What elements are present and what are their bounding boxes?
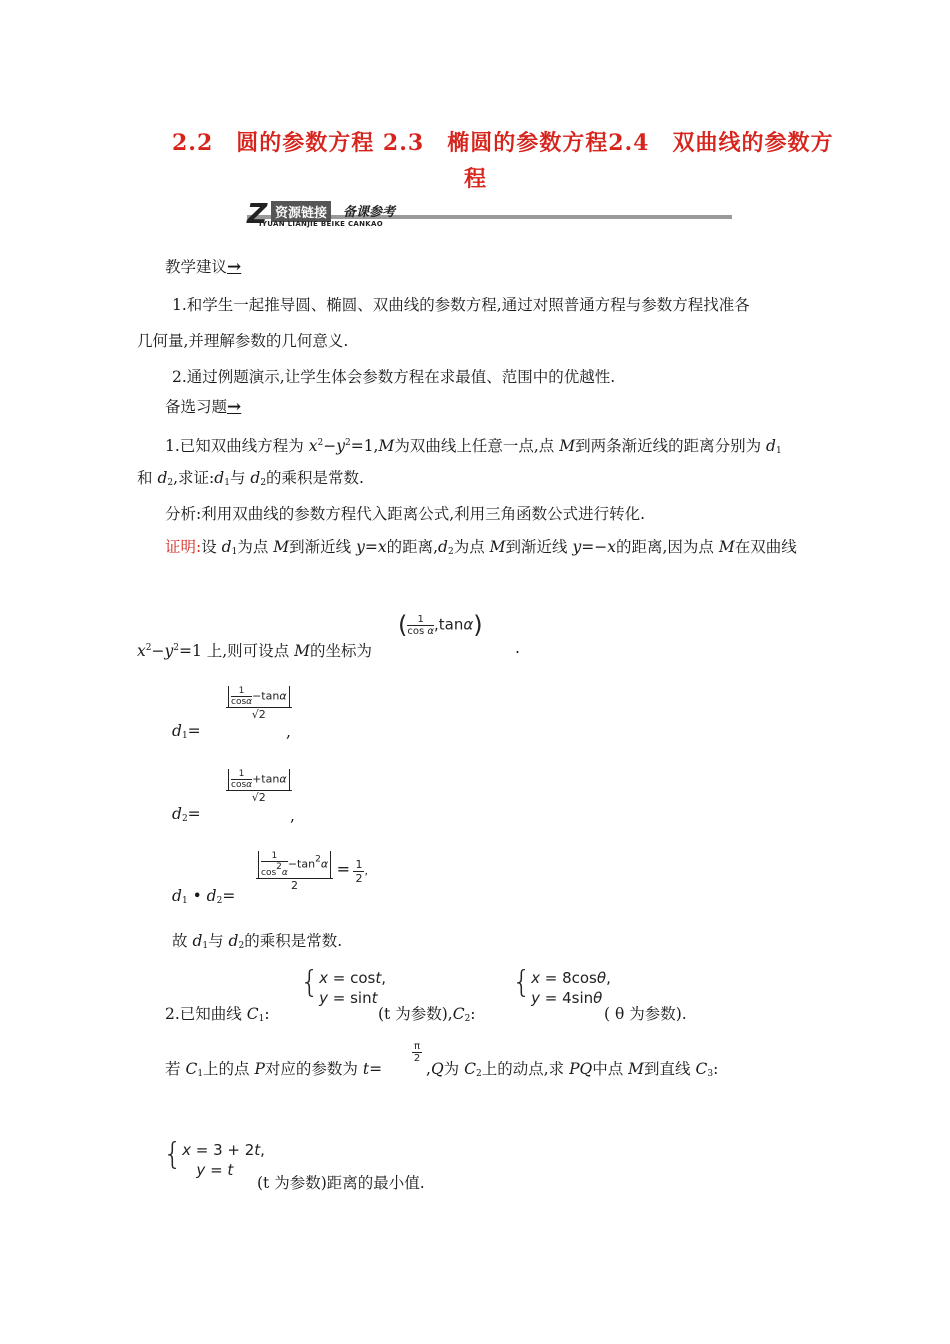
resource-banner — [247, 197, 732, 229]
arrow-icon: → — [227, 397, 242, 417]
exercise-1-line-2: 和 $d_2$,求证$:d_1$与 $d_2$的乘积是常数. — [137, 469, 364, 488]
exercise-1-parametrize: $x^2-y^2=1$ 上,则可设点 M的坐标为 — [137, 642, 373, 660]
exercise-2-line-2-cont: ,Q为 $C_2$上的动点,求 PQ中点 M到直线 $C_3$: — [426, 1060, 719, 1079]
t-value-pi-over-2: $\frac{\pi}{2}$ — [413, 1041, 421, 1064]
teaching-item-1-cont: 几何量,并理解参数的几何意义. — [137, 332, 349, 350]
d1-label: $d_1=$ — [172, 722, 201, 741]
point-m-coordinates: ( $\frac{1}{\text{cos α}}$ ,tanα) — [398, 611, 483, 639]
exercise-2-c1-param: (t 为参数)$,C_2$: — [378, 1005, 476, 1024]
arrow-icon: → — [227, 257, 242, 277]
teaching-heading — [165, 256, 241, 278]
curve-c2-system: { x = 8cosθ, y = 4sinθ — [512, 965, 611, 1007]
d2-label: $d_2=$ — [172, 805, 201, 824]
line-c3-system: { x = 3 + 2t, y = t — [163, 1137, 265, 1179]
exercise-2-line-3: (t 为参数)距离的最小值. — [257, 1174, 425, 1192]
d1-formula: $\frac{1}{\cos\alpha}$ −tanα √2 — [226, 686, 292, 721]
curve-c1-system: { x = cost, y = sint — [300, 965, 386, 1007]
proof-label: 证明: — [165, 538, 202, 556]
product-formula: $\frac{1}{\cos^2\alpha}$ $-\tan^2\alpha$ 2 = $\frac{1}{2}$ , — [256, 851, 368, 892]
banner-subtitle: IYUAN LIANJIE BEIKE CANKAO — [259, 220, 383, 228]
banner-tag-reference: 备课参考 — [343, 205, 396, 220]
teaching-item-2: 2.通过例题演示,让学生体会参数方程在求最值、范围中的优越性. — [172, 368, 616, 386]
exercise-label: 备选习题 — [165, 398, 228, 416]
teaching-label: 教学建议 — [165, 258, 228, 276]
exercise-1-line-1: 1.已知双曲线方程为 $x^2-y^2=1,M$为双曲线上任意一点,点 M到两条渐近线的距离分别为 $d_1$ — [165, 437, 782, 456]
exercise-2-intro: 2.已知曲线 $C_1$: — [165, 1005, 270, 1024]
exercise-1-analysis: 分析:利用双曲线的参数方程代入距离公式,利用三角函数公式进行转化. — [165, 505, 646, 523]
page-title: 2.2 圆的参数方程 2.3 椭圆的参数方程2.4 双曲线的参数方 — [172, 130, 834, 156]
exercise-1-conclusion: 故 $d_1$与 $d_2$的乘积是常数. — [172, 932, 343, 951]
exercise-2-line-2: 若 $C_1$上的点 P对应的参数为 t= — [165, 1060, 383, 1079]
exercise-1-proof: 证明:设 $d_1$为点 M到渐近线 y=x的距离$,d_2$为点 M到渐近线 y=−x的距离,因为点 M在双曲线 — [165, 538, 797, 557]
page-title-continued: 程 — [464, 166, 488, 192]
teaching-item-1: 1.和学生一起推导圆、椭圆、双曲线的参数方程,通过对照普通方程与参数方程找准各 — [172, 296, 750, 314]
d2-formula: $\frac{1}{\cos\alpha}$ +tanα √2 — [226, 769, 292, 804]
product-label: $d_1$ • $d_2=$ — [172, 887, 236, 906]
banner-z-logo: Z — [247, 197, 268, 230]
exercise-heading — [165, 396, 241, 418]
banner-tag-resource: 资源链接 — [271, 201, 331, 222]
exercise-2-c2-param: ( θ 为参数). — [604, 1005, 687, 1023]
